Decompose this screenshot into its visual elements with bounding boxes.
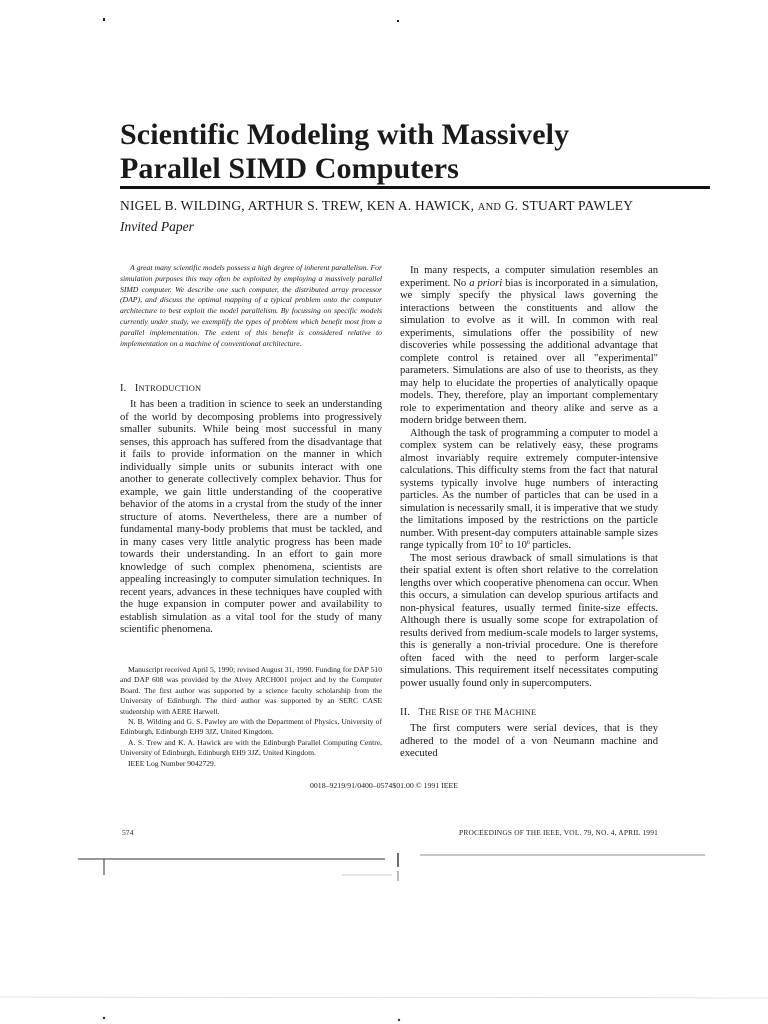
footnote-log-number: IEEE Log Number 9042729. <box>128 758 216 768</box>
footnote-affiliation-epcc: A. S. Trew and K. A. Hawick are with the Edinburgh Parallel Computing Centre, University of Edinburgh, Edinburgh EH9 3JZ, United Kingdom. <box>120 737 382 758</box>
text-run: bias is incorporated in a simulation, we simply specify the physical laws governing the interactions between the constituents and allow the simulation to evolve as it will. In common with real experiments, simulations offer the possibility of new discoveries while possessing the additional advantage that complete control is retained over all "experimental" parameters. Simulations are also of use to theorists, as they may help to elucidate the properties of analytically opaque models. They, therefore, play an important complementary role to experimentation and theory alike and serve as a modern bridge between them. <box>400 277 659 426</box>
section-2-title-part: HE <box>425 708 439 717</box>
section-1-heading <box>120 383 382 395</box>
paragraph-first-computers: The first computers were serial devices, that is they adhered to the model of a von Neumann machine and executed <box>400 723 658 759</box>
right-column <box>400 265 658 761</box>
text-run: In many respects, a computer simulation resembles an experiment. No <box>400 265 658 289</box>
journal-citation: PROCEEDINGS OF THE IEEE, VOL. 79, NO. 4, APRIL 1991 <box>459 828 658 837</box>
section-2-title-part: T <box>418 707 426 718</box>
scan-speck <box>103 18 105 21</box>
text-run: Although the task of programming a computer to model a complex system can be relatively easy, these programs almost invariably require extremely computer-intensive calculations. This difficulty stems from the fact that natural systems typically involve huge numbers of interacting particles. As the number of particles that can be used in a simulation is necessarily small, it is imperative that we study the limitations imposed by the restrictions on the particle number. With present-day computers attainable sample sizes range typically from 10 <box>400 427 658 551</box>
section-2-title-part: ACHINE <box>503 708 537 717</box>
footnote-manuscript: Manuscript received April 5, 1990; revised August 31, 1990. Funding for DAP 510 and DAP 608 was provided by the Alvey ARCH001 project and by the Computer Board. The first author was supported by a science faculty scholarship from the University of Edinburgh. The third author was supported by an SERC CASE studentship with AERE Harwell. <box>120 665 382 716</box>
page-number: 574 <box>122 828 134 837</box>
text-run: particles. <box>529 540 572 551</box>
section-1-number: I. <box>120 383 127 394</box>
section-2-title-part: R <box>438 707 447 718</box>
paragraph-programming-task <box>400 428 658 553</box>
section-1-title-initial: I <box>134 383 139 394</box>
authors-part-2: G. STUART PAWLEY <box>501 198 634 213</box>
section-2-heading <box>400 707 658 719</box>
authors-and: AND <box>477 202 502 213</box>
invited-paper-label: Invited Paper <box>120 219 194 234</box>
section-1-paragraph: It has been a tradition in science to seek an understanding of the world by decomposing problems into progressively smaller subunits. While being most successful in many senses, this approach has suffered from the disadvantage that it fails to provide information on the manner in which individually simple units or subunits interact with one another to generate collectively complex behavior. Thus for example, we gain little understanding of the cooperative behavior of the atoms in a crystal from the study of the inner structure of atoms. Nevertheless, there are a number of fundamental many-body problems that must be tackled, and in many cases very little analytic progress has been made towards their understanding. In an effort to gain more knowledge of such complex phenomena, scientists are appealing increasingly to computer simulation techniques. In recent years, advances in these techniques have coupled with the huge expansion in computer power and availability to establish simulation as a vital tool for the study of many scientific phenomena. <box>120 399 382 635</box>
copyright-line: 0018–9219/91/0400–0574$01.00 © 1991 IEEE <box>310 781 458 790</box>
scan-speck <box>397 20 399 22</box>
paragraph-simulation-resembles-experiment <box>400 265 658 428</box>
superscript: 6 <box>526 540 530 546</box>
scan-artifacts <box>0 845 768 1024</box>
title-rule <box>120 186 710 189</box>
superscript: 2 <box>499 540 503 546</box>
paragraph-small-simulations-drawback: The most serious drawback of small simulations is that their spatial extent is often short relative to the correlation lengths over which cooperative phenomena can occur. When this occurs, a simulation can develop spurious artifacts and non-physical features, usually termed finite-size effects. Although there is usually some scope for extrapolation of results derived from medium-scale models to larger systems, this is generally a non-trivial procedure. One is therefore often faced with the need to perform larger-scale simulations. This requirement itself necessitates computing power usually found only in supercomputers. <box>400 552 658 689</box>
text-italic: a priori <box>469 277 503 289</box>
text-run: to 10 <box>502 540 527 551</box>
title-line-1: Scientific Modeling with Massively <box>120 118 570 151</box>
abstract: A great many scientific models possess a high degree of inherent parallelism. For simulation purposes this may often be exploited by employing a massively parallel SIMD computer. We describe one such computer, the distributed array processor (DAP), and discuss the optimal mapping of a typical problem onto the computer architecture to best exploit the model parallelism. By focussing on specific models currently under study, we exemplify the types of problem which benefit most from a parallel implementation. The extent of this benefit is considered relative to implementation on a machine of conventional architecture. <box>120 263 382 348</box>
footnotes <box>120 665 382 769</box>
authors-part-1: NIGEL B. WILDING, ARTHUR S. TREW, KEN A. HAWICK, <box>120 198 478 213</box>
section-2-title-part: ISE OF THE <box>446 708 494 717</box>
section-1 <box>120 383 382 637</box>
title-line-2: Parallel SIMD Computers <box>120 152 459 185</box>
paper-title <box>120 118 720 186</box>
section-1-title-rest: NTRODUCTION <box>138 384 202 393</box>
footnote-affiliation-physics: N. B. Wilding and G. S. Pawley are with the Department of Physics, University of Edinburgh, Edinburgh EH9 3JZ, United Kingdom. <box>120 717 382 737</box>
section-2-number: II. <box>400 707 411 718</box>
section-2-title-part: M <box>493 707 504 718</box>
author-list <box>120 198 720 216</box>
